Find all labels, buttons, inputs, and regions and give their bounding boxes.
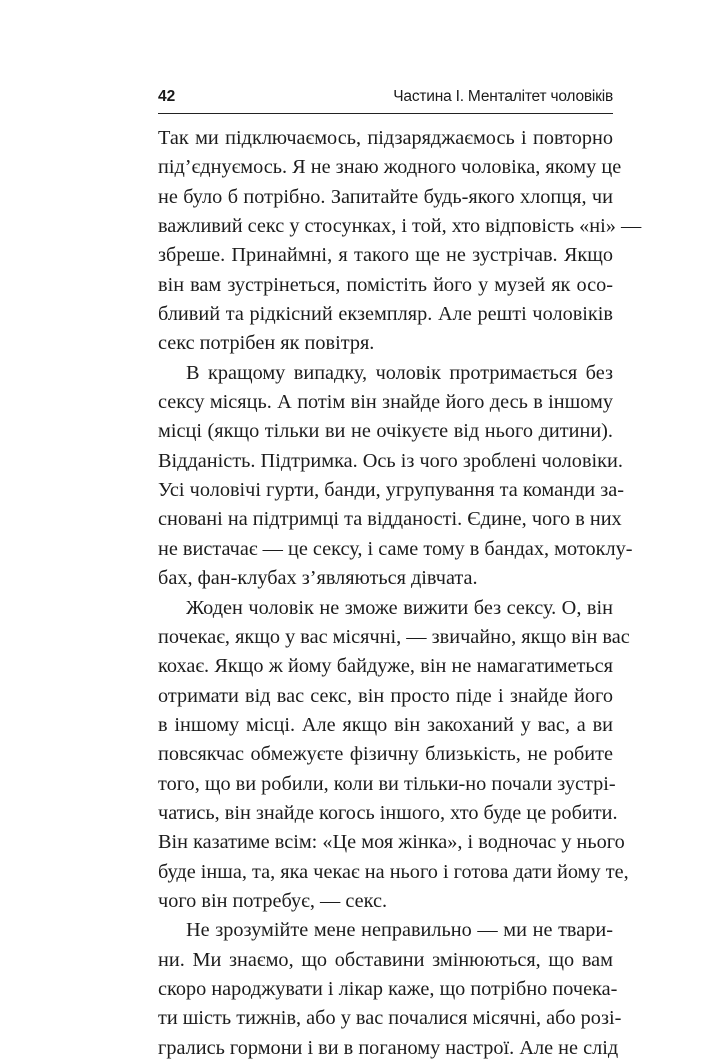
- text-line: скоро народжувати і лікар каже, що потрібно почека-: [158, 977, 618, 1000]
- text-line: Не зрозумійте мене неправильно — ми не твари-: [186, 919, 613, 942]
- text-line: повсякчас обмежуєте фізичну близькість, не робите: [158, 743, 613, 766]
- text-line: чого він потребує, — секс.: [158, 889, 388, 912]
- header-rule: [158, 113, 613, 114]
- text-line: Жоден чоловік не зможе вижити без сексу. О, він: [186, 596, 613, 619]
- text-line: Так ми підключаємось, підзаряджаємось і повторно: [158, 127, 613, 149]
- text-line: отримати від вас секс, він просто піде і знайде його: [158, 684, 613, 707]
- text-line: бливий та рідкісний екземпляр. Але решті чоловіків: [158, 303, 613, 326]
- text-line: місці (якщо тільки ви не очікуєте від нього дитини).: [158, 420, 613, 443]
- text-line: почекає, якщо у вас місячні, — звичайно, якщо він вас: [158, 625, 630, 648]
- text-line: збреше. Принаймні, я такого ще не зустрічав. Якщо: [158, 244, 613, 267]
- text-line: під’єднуємось. Я не знаю жодного чоловіка, якому це: [158, 156, 622, 179]
- text-line: він вам зустрінеться, помістіть його у музей як осо-: [158, 273, 613, 296]
- body-text: [158, 124, 642, 1063]
- text-line: Відданість. Підтримка. Ось із чого зроблені чоловіки.: [158, 449, 623, 472]
- text-line: кохає. Якщо ж йому байдуже, він не намагатиметься: [158, 655, 613, 678]
- running-head: [158, 88, 613, 110]
- section-title: Частина І. Менталітет чоловіків: [393, 88, 613, 105]
- page-number: 42: [158, 88, 176, 105]
- text-line: чатись, він знайде когось іншого, хто буде це робити.: [158, 801, 618, 824]
- text-line: В кращому випадку, чоловік протримається без: [186, 361, 613, 384]
- text-line: ти шість тижнів, або у вас почалися місячні, або розі-: [158, 1007, 622, 1030]
- text-line: бах, фан-клубах з’являються дівчата.: [158, 567, 478, 590]
- paragraph: [158, 359, 633, 594]
- text-line: важливий секс у стосунках, і той, хто відповість «ні» —: [158, 215, 642, 238]
- text-line: в іншому місці. Але якщо він закоханий у вас, а ви: [158, 713, 613, 736]
- text-line: Усі чоловічі гурти, банди, угрупування та команди за-: [158, 479, 624, 502]
- text-line: грались гормони і ви в поганому настрої. Але не слід: [158, 1036, 619, 1059]
- text-line: ни. Ми знаємо, що обставини змінюються, що вам: [158, 948, 613, 971]
- paragraph: [158, 124, 642, 359]
- text-line: не було б потрібно. Запитайте будь-якого хлопця, чи: [158, 185, 613, 208]
- text-line: сексу місяць. А потім він знайде його десь в іншому: [158, 391, 613, 414]
- text-line: не вистачає — це сексу, і саме тому в бандах, мотоклу-: [158, 537, 633, 560]
- text-line: Він казатиме всім: «Це моя жінка», і водночас у нього: [158, 831, 625, 854]
- paragraph: [158, 594, 630, 917]
- text-line: того, що ви робили, коли ви тільки-но почали зустрі-: [158, 772, 616, 795]
- paragraph: [158, 916, 622, 1063]
- text-line: секс потрібен як повітря.: [158, 332, 375, 355]
- text-line: буде інша, та, яка чекає на нього і готова дати йому те,: [158, 860, 629, 883]
- text-line: сновані на підтримці та відданості. Єдине, чого в них: [158, 508, 622, 531]
